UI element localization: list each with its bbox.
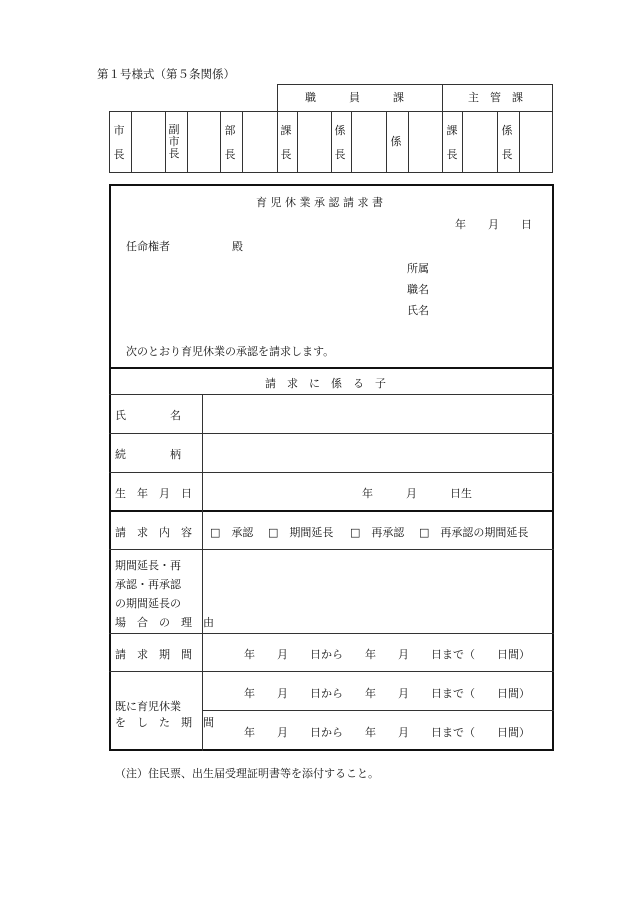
appointer-label: 任命権者	[126, 240, 170, 253]
kakaricho2-1: 係	[501, 124, 513, 137]
kakaricho2-2: 長	[501, 148, 513, 161]
name-label: 氏名	[407, 304, 429, 317]
past-period-row-1[interactable]: 年 月 日から 年 月 日まで（ 日間）	[244, 687, 530, 700]
request-content-label: 請 求 内 容	[115, 526, 192, 539]
option-extension[interactable]: □ 期間延長	[268, 526, 334, 539]
fuku-shicho-1: 副	[168, 123, 180, 136]
reason-label-1: 期間延長・再	[115, 559, 181, 572]
shicho-label-2: 長	[113, 148, 125, 161]
note: （注）住民票、出生届受理証明書等を添付すること。	[115, 767, 379, 780]
kacho1-2: 長	[280, 148, 292, 161]
kakaricho1-2: 長	[334, 148, 346, 161]
dono-label: 殿	[232, 240, 243, 253]
kakaricho1-1: 係	[334, 124, 346, 137]
past-label-1: 既に育児休業	[115, 700, 181, 713]
shokuin-ka-label: 職 員 課	[305, 91, 404, 104]
dept-label: 所属	[407, 262, 429, 275]
position-label: 職名	[407, 283, 429, 296]
reason-label-2: 承認・再承認	[115, 578, 181, 591]
kacho2-2: 長	[446, 148, 458, 161]
relation-label: 続 柄	[115, 448, 181, 461]
child-name-label: 氏 名	[115, 409, 181, 422]
kacho1-1: 課	[280, 124, 292, 137]
fuku-shicho-3: 長	[168, 147, 180, 160]
shicho-label-1: 市	[113, 124, 125, 137]
option-approval[interactable]: □ 承認	[210, 526, 254, 539]
past-label-2: を し た 期 間	[115, 716, 214, 729]
reason-label-3: の期間延長の	[115, 597, 181, 610]
reason-label-4: 場 合 の 理 由	[115, 616, 214, 629]
form-title: 育 児 休 業 承 認 請 求 書	[256, 196, 383, 209]
request-form	[109, 184, 554, 751]
period-row[interactable]: 年 月 日から 年 月 日まで（ 日間）	[244, 648, 530, 661]
shukan-ka-label: 主 管 課	[468, 91, 523, 104]
date-field[interactable]: 年 月 日	[455, 218, 532, 231]
child-header: 請 求 に 係 る 子	[265, 377, 386, 390]
bucho-1: 部	[224, 124, 236, 137]
past-period-row-2[interactable]: 年 月 日から 年 月 日まで（ 日間）	[244, 726, 530, 739]
birthdate-label: 生 年 月 日	[115, 487, 192, 500]
option-reapproval[interactable]: □ 再承認	[350, 526, 405, 539]
fuku-shicho-2: 市	[168, 135, 180, 148]
kacho2-1: 課	[446, 124, 458, 137]
option-reapproval-extension[interactable]: □ 再承認の期間延長	[419, 526, 529, 539]
bucho-2: 長	[224, 148, 236, 161]
form-number: 第１号様式（第５条関係）	[97, 67, 235, 81]
request-sentence: 次のとおり育児休業の承認を請求します。	[126, 345, 335, 358]
birthdate-value[interactable]: 年 月 日生	[362, 487, 472, 500]
kakari: 係	[390, 135, 402, 148]
period-label: 請 求 期 間	[115, 648, 192, 661]
